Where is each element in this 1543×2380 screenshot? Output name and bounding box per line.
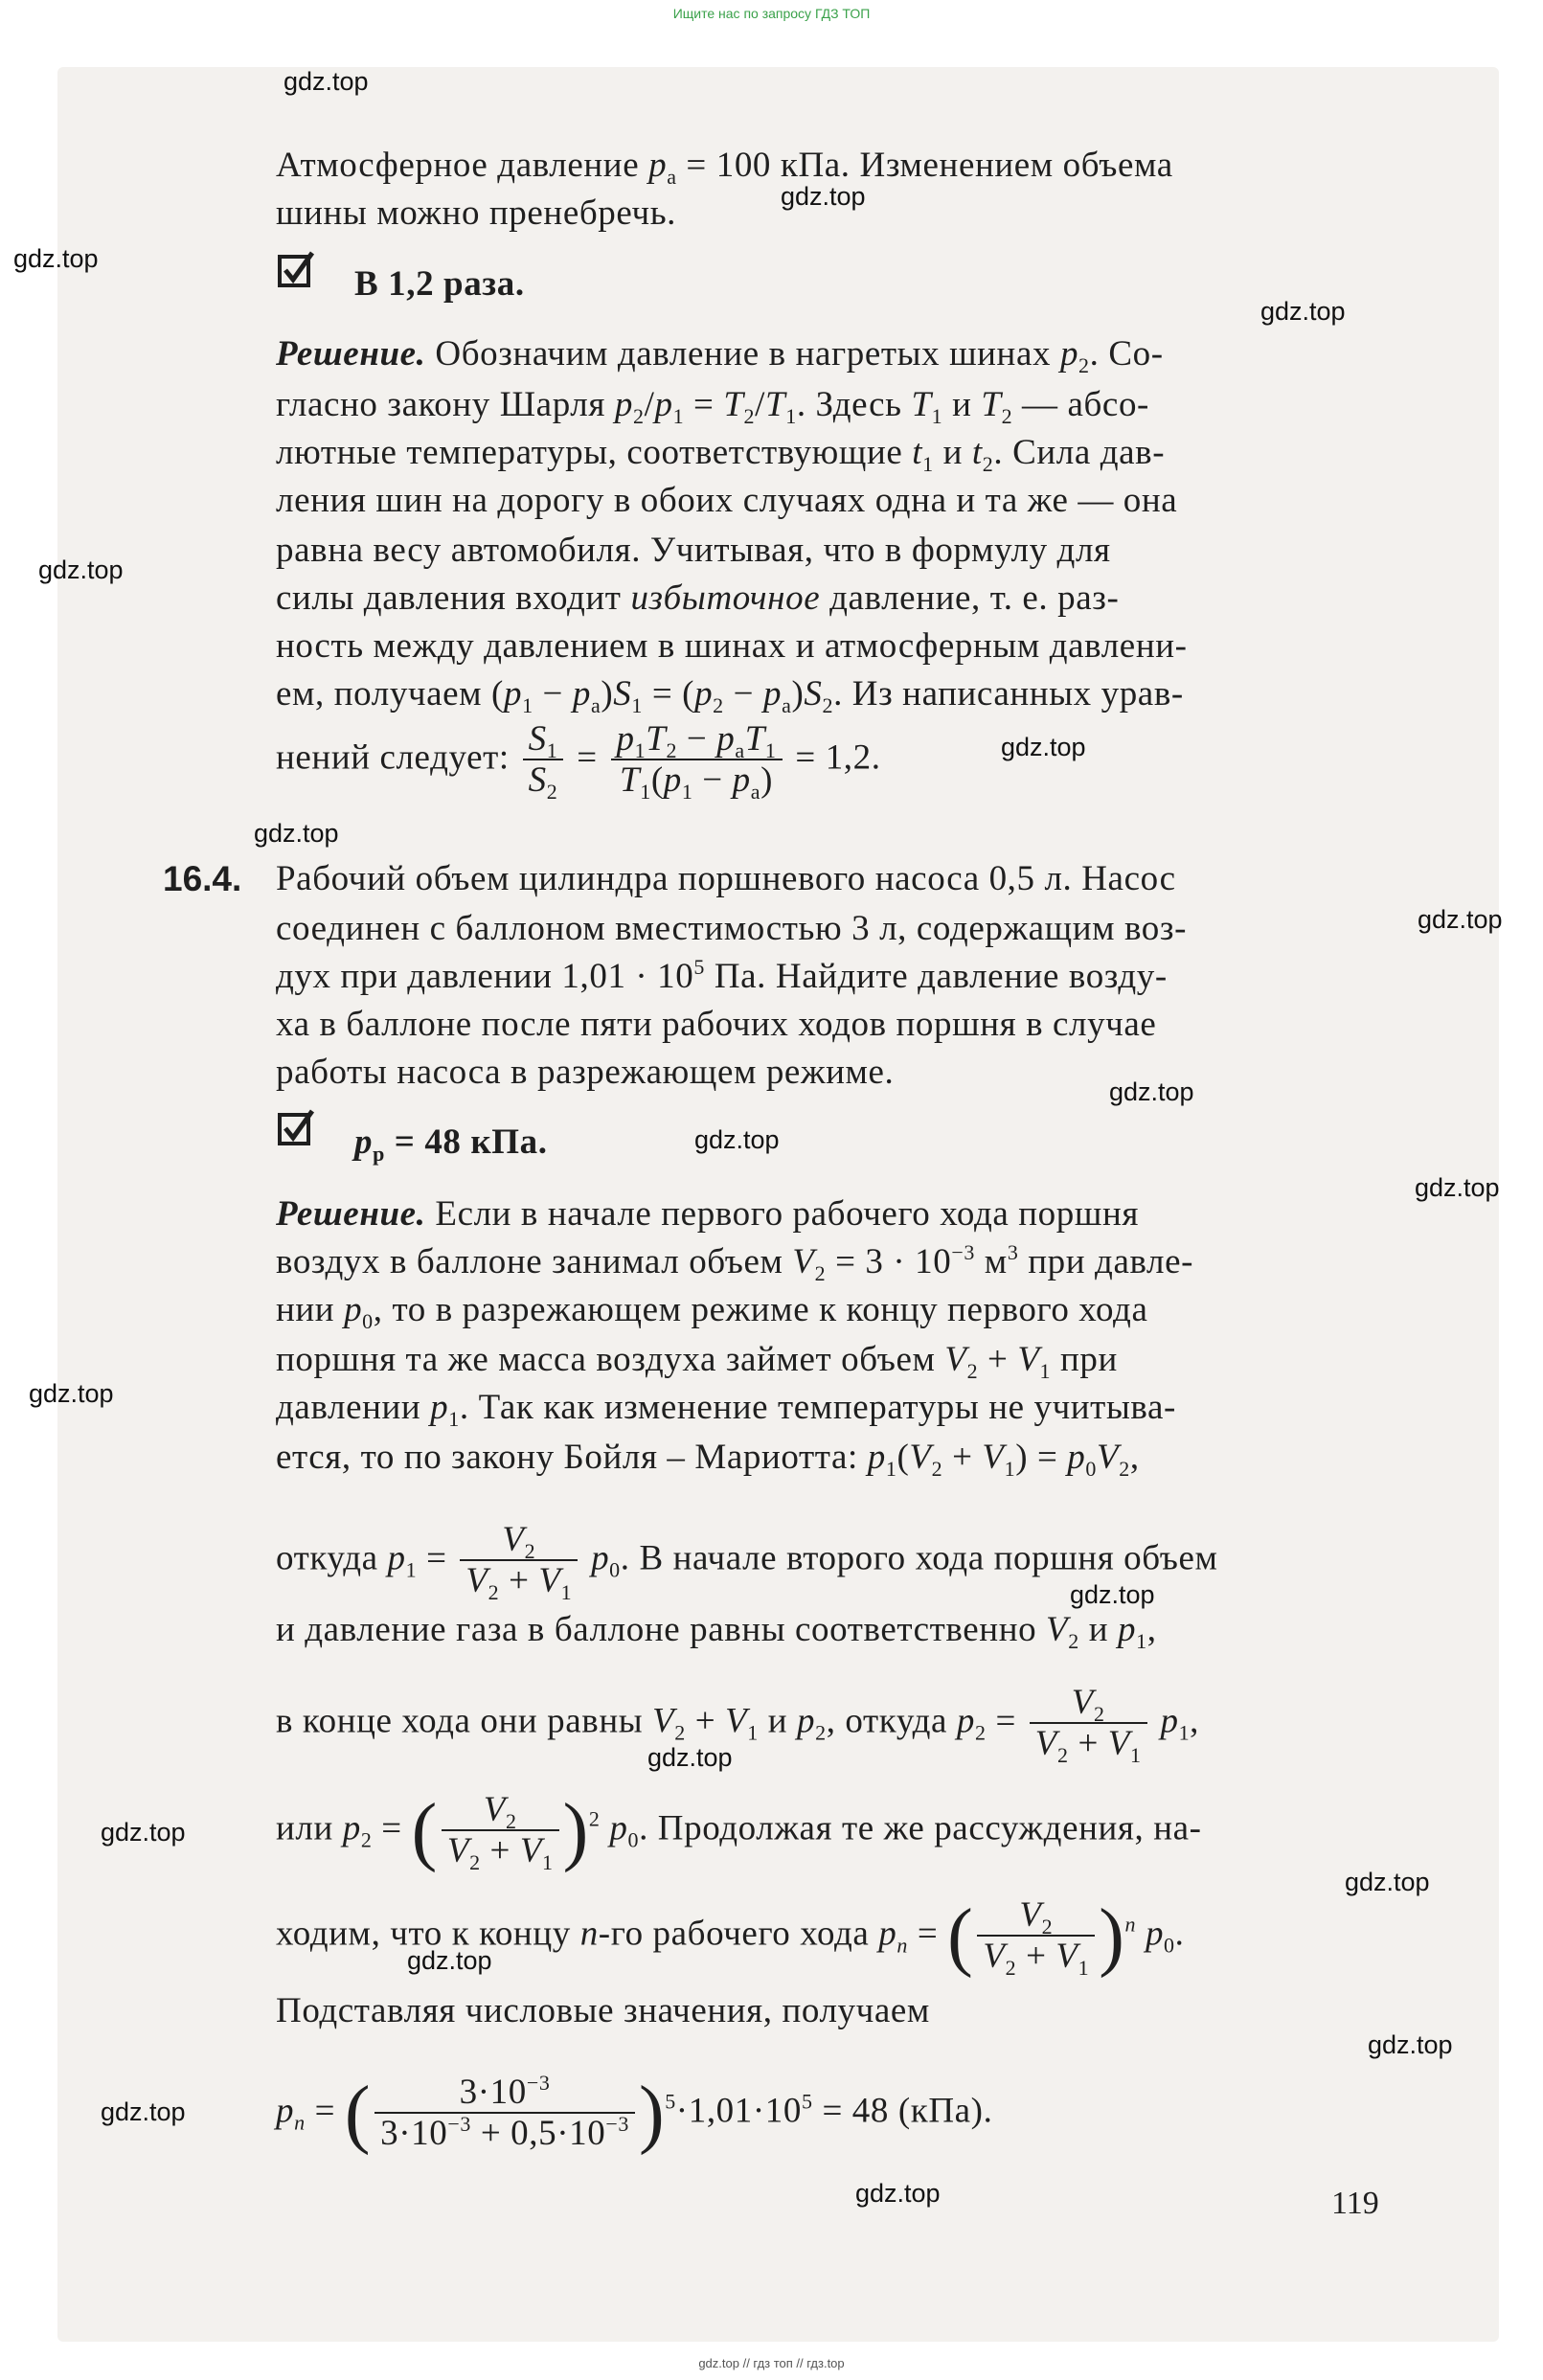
text-line: ления шин на дорогу в обоих случаях одна и та же — она [276, 481, 1178, 520]
watermark: gdz.top [694, 1125, 780, 1154]
text-line: ха в баллоне после пяти рабочих ходов поршня в случае [276, 1005, 1157, 1044]
page-number: 119 [1331, 2186, 1379, 2221]
answer-16-3: В 1,2 раза. [354, 264, 525, 304]
watermark: gdz.top [1001, 733, 1086, 761]
text-line: давлении $p_1$. Так как изменение температуры не учитыва- [276, 1388, 1176, 1431]
text-line: соединен с баллоном вместимостью 3 л, содержащим воз- [276, 909, 1188, 948]
text-line: Атмосферное давление $p_а = 100$ кПа. Изменением объема [276, 146, 1173, 189]
fraction: $\frac{V_2}{V_2 + V_1}$ [1030, 1684, 1147, 1764]
text-line: откуда $p_1$ = $\frac{V_2}{V_2 + V_1}$ $p_0$. В начале второго хода поршня объем [276, 1520, 1218, 1604]
watermark: gdz.top [1260, 297, 1346, 326]
text-line: шины можно пренебречь. [276, 193, 677, 233]
text-line: нений следует: $\frac{S_1}{S_2}$ = $\frac{p_1T_2 - p_аT_1}{T_1(p_1 - p_а)}$ = 1,2. [276, 719, 881, 804]
text-line: ность между давлением в шинах и атмосферным давлени- [276, 626, 1188, 666]
text-line: поршня та же масса воздуха займет объем $V_2 + V_1$ при [276, 1340, 1118, 1383]
text-line: Подставляя числовые значения, получаем [276, 1991, 930, 2030]
watermark: gdz.top [101, 1818, 186, 1847]
text-line: в конце хода они равны $V_2 + V_1$ и $p_2$, откуда $p_2$ = $\frac{V_2}{V_2 + V_1}$ $p_1$, [276, 1683, 1200, 1767]
watermark: gdz.top [101, 2097, 186, 2126]
text-line: ходим, что к концу n-го рабочего хода $p_n$ = ( $\frac{V_2}{V_2 + V_1}$ )$^n$ $p_0$. [276, 1894, 1185, 1980]
top-banner: Ищите нас по запросу ГДЗ ТОП [672, 6, 871, 21]
problem-number: 16.4. [163, 859, 242, 898]
text-line: работы насоса в разрежающем режиме. [276, 1053, 895, 1092]
watermark: gdz.top [29, 1379, 114, 1408]
text-line: $p_n$ = ( $\frac{3\cdot 10^{-3}}{3\cdot 10^{-3} + 0,5\cdot 10^{-3}}$ )$^5\cdot 1,01\cdot 10^5 = 48$ (кПа). [276, 2071, 993, 2156]
text-line: силы давления входит избыточное давление, т. е. раз- [276, 578, 1120, 618]
fraction: $\frac{3\cdot 10^{-3}}{3\cdot 10^{-3} + 0,5\cdot 10^{-3}}$ [374, 2074, 635, 2154]
watermark: gdz.top [254, 819, 339, 848]
watermark: gdz.top [1070, 1580, 1155, 1609]
text-line: или $p_2$ = ( $\frac{V_2}{V_2 + V_1}$ )$^2$ $p_0$. Продолжая те же рассуждения, на- [276, 1789, 1202, 1874]
text-line: Решение. Если в начале первого рабочего хода поршня [276, 1194, 1139, 1234]
watermark: gdz.top [855, 2179, 941, 2208]
watermark: gdz.top [647, 1743, 733, 1772]
text-line: дух при давлении $1,01 \cdot 10^5$ Па. Найдите давление возду- [276, 955, 1168, 996]
watermark: gdz.top [781, 182, 866, 211]
text-line: Рабочий объем цилиндра поршневого насоса 0,5 л. Насос [276, 859, 1176, 898]
text-line: равна весу автомобиля. Учитывая, что в формулу для [276, 531, 1111, 570]
watermark: gdz.top [1415, 1173, 1500, 1202]
text-line: лютные температуры, соответствующие $t_1$ и $t_2$. Сила дав- [276, 433, 1166, 476]
watermark: gdz.top [13, 244, 99, 273]
fraction: $\frac{V_2}{V_2 + V_1}$ [460, 1521, 578, 1601]
watermark: gdz.top [38, 555, 124, 584]
text-line: нии $p_0$, то в разрежающем режиме к концу первого хода [276, 1290, 1148, 1333]
text-line: ется, то по закону Бойля – Мариотта: $p_1(V_2 + V_1) = p_0V_2$, [276, 1438, 1140, 1481]
text-line: гласно закону Шарля $p_2/p_1 = T_2/T_1$. Здесь $T_1$ и $T_2$ — абсо- [276, 385, 1149, 428]
text-line: ем, получаем $(p_1 - p_а)S_1 = (p_2 - p_а)S_2$. Из написанных урав- [276, 674, 1184, 717]
watermark: gdz.top [284, 67, 369, 96]
watermark: gdz.top [1109, 1077, 1194, 1106]
fraction: $\frac{S_1}{S_2}$ [523, 720, 564, 801]
checkbox-icon [278, 251, 316, 289]
watermark: gdz.top [1368, 2030, 1453, 2059]
watermark: gdz.top [407, 1946, 492, 1975]
answer-16-4: $p_р = 48$ кПа. [354, 1122, 548, 1166]
watermark: gdz.top [1345, 1868, 1430, 1896]
fraction: $\frac{V_2}{V_2 + V_1}$ [442, 1791, 559, 1871]
text-line: воздух в баллоне занимал объем $V_2 = 3 \cdot 10^{-3}$ $м^3$ при давле- [276, 1240, 1194, 1285]
text-line: и давление газа в баллоне равны соответственно $V_2$ и $p_1$, [276, 1610, 1157, 1653]
text-line: Решение. Обозначим давление в нагретых шинах $p_2$. Со- [276, 334, 1164, 377]
checkbox-icon [278, 1109, 316, 1147]
watermark: gdz.top [1418, 905, 1503, 934]
fraction: $\frac{p_1T_2 - p_аT_1}{T_1(p_1 - p_а)}$ [611, 720, 783, 801]
fraction: $\frac{V_2}{V_2 + V_1}$ [977, 1896, 1095, 1977]
bottom-banner: gdz.top // гдз топ // гдз.top [698, 2356, 845, 2370]
